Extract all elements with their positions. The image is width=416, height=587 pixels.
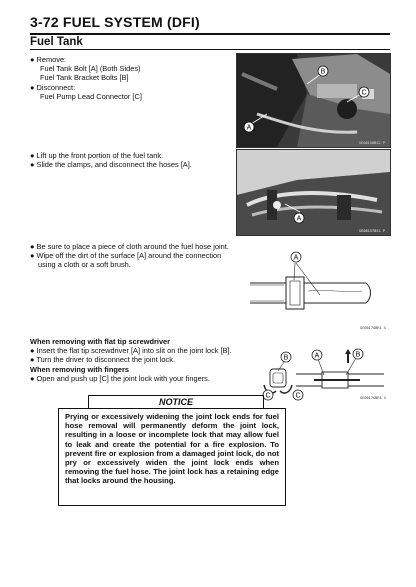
figure-1-photo [236,53,391,148]
callout-label: B [320,68,326,76]
bullet-item: ● Turn the driver to disconnect the joint lock. [30,355,175,365]
callout-label: C [265,392,271,400]
callout-label: B [355,351,361,359]
section-title: 3-72 FUEL SYSTEM (DFI) [30,14,200,30]
bullet-item: ● Open and push up [C] the joint lock with your fingers. [30,373,210,383]
callout-label: C [361,89,367,97]
step-block-cleaning [30,242,230,270]
bullet-item: ● Remove: [30,55,67,64]
bullet-item: ● Insert the flat tip screwdriver [A] into slit on the joint lock [B]. [30,346,232,356]
list-item: Fuel Tank Bolt [A] (Both Sides) [40,64,141,74]
step-block-hoses [30,151,230,169]
callout-label: A [246,124,252,132]
figure-4-diagram [262,345,389,401]
subheading: When removing with fingers [30,364,129,374]
bullet-item: ● Disconnect: [30,82,76,92]
figure-code: GE08157BS1 P [359,229,385,233]
bullet-item: ● Be sure to place a piece of cloth around the fuel hose joint. [30,242,229,251]
bullet-item: ● Wipe off the dirt of the surface [A] around the connection using a cloth or a soft brush. [30,251,222,270]
notice-body: Prying or excessively widening the joint lock ends for fuel hose removal will permanently deform the joint lock, resulting in a loose or incomplete lock that may allow fuel to leak and create the potential for a fire explosion. To prevent fire or explosion from a damaged joint lock, do not pry or excessively widen the joint lock ends when removing the fuel hose. The joint lock has a retaining edge that locks around the housing. [58,408,286,506]
callout-label: A [293,254,299,262]
subtitle-rule [30,49,390,50]
callout-label: C [295,392,301,400]
subheading: When removing with flat tip screwdriver [30,337,171,346]
figure-3-diagram [246,243,388,333]
callout-label: B [283,354,289,362]
header-rule [30,33,390,35]
figure-2-photo [236,149,391,236]
step-block-joint-lock [30,337,245,383]
page-header [30,14,390,30]
page-subtitle: Fuel Tank [30,36,83,48]
bullet-item: ● Slide the clamps, and disconnect the hoses [A]. [30,160,192,170]
notice-title: NOTICE [88,395,264,409]
bullet-item: ● Lift up the front portion of the fuel tank. [30,151,164,160]
figure-code: GE0017GBR1 S [360,396,386,400]
step-block-remove [30,55,225,101]
figure-code: GE0017GBR1 S [360,326,386,330]
list-item: Fuel Pump Lead Connector [C] [40,91,142,101]
figure-code: GE08156BS2 P [359,141,385,145]
list-item: Fuel Tank Bracket Bolts [B] [40,73,129,83]
callout-label: A [296,215,302,223]
callout-label: A [314,352,320,360]
